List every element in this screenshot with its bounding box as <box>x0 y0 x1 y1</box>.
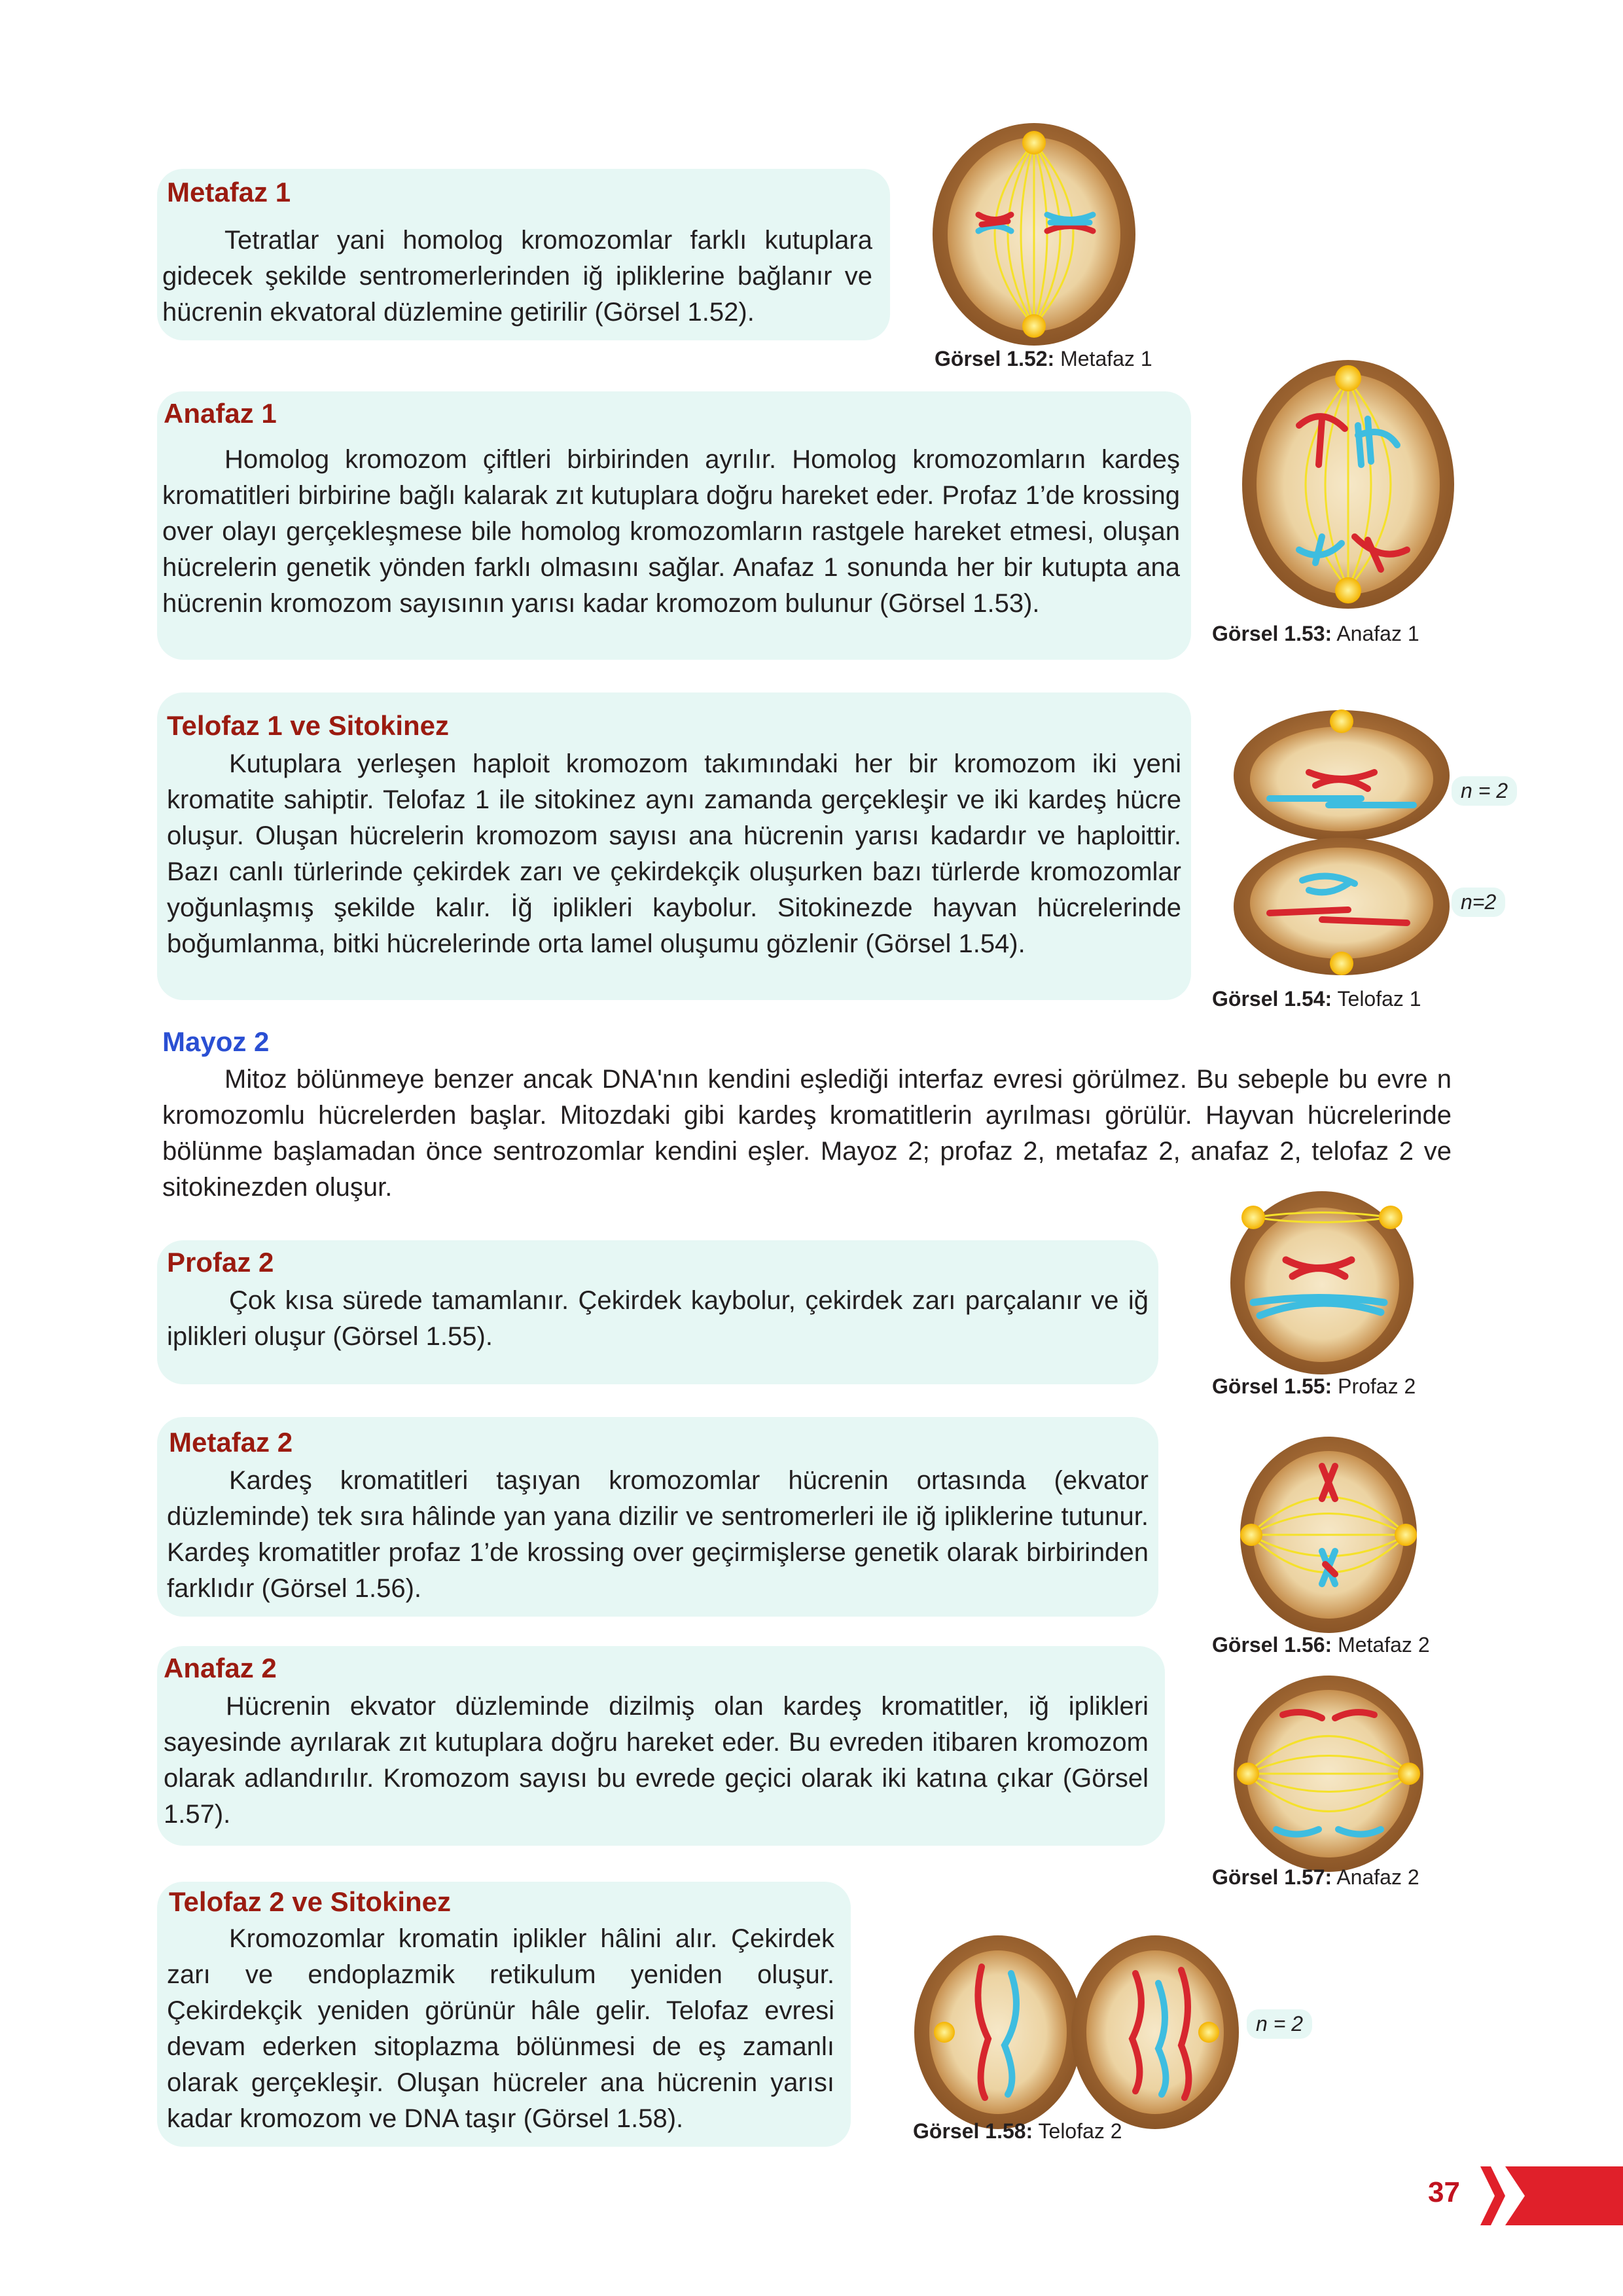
page-number: 37 <box>1428 2176 1460 2208</box>
mayoz2-text: Mitoz bölünmeye benzer ancak DNA'nın kendini eşlediği interfaz evresi görülmez. Bu sebeple bu evre n kromozomlu hücrelerden başlar. Mitozdaki gibi kardeş kromatitlerin ayrılması görülür. Hayvan hücrelerinde bölünme başlamadan önce sentrozomlar kendini eşler. Mayoz 2; profaz 2, metafaz 2, anafaz 2, telofaz 2 ve sitokinezden oluşur. <box>162 1065 1452 1202</box>
metafaz2-heading: Metafaz 2 <box>169 1427 293 1458</box>
profaz2-heading: Profaz 2 <box>167 1247 274 1278</box>
label-n-telofaz2: n = 2 <box>1247 2009 1312 2039</box>
caption-1-55: Görsel 1.55: Profaz 2 <box>1212 1374 1416 1398</box>
anafaz2-text: Hücrenin ekvator düzleminde dizilmiş olan kardeş kromatitler, iğ iplikleri sayesinde ayrılarak zıt kutuplara doğru hareket eder. Bu evreden itibaren kromozom olarak adlandırılır. Kromozom sayısı bu evrede geçici olarak iki katına çıkar (Görsel 1.57). <box>164 1692 1149 1829</box>
metafaz1-text: Tetratlar yani homolog kromozomlar farklı kutuplara gidecek şekilde sentromerlerinden iğ ipliklerine bağlanır ve hücrenin ekvatoral düzlemine getirilir (Görsel 1.52). <box>162 226 872 327</box>
anafaz1-heading: Anafaz 1 <box>164 398 277 429</box>
figure-telofaz1 <box>1230 707 1453 982</box>
figure-metafaz2 <box>1237 1433 1420 1636</box>
figure-anafaz1 <box>1237 353 1459 615</box>
label-n-bottom: n=2 <box>1452 888 1505 917</box>
telofaz2-text: Kromozomlar kromatin iplikler hâlini alır. Çekirdek zarı ve endoplazmik retikulum yeniden oluşur. Çekirdekçik yeniden görünür hâle gelir. Telofaz evresi devam ederken sitoplazma bölünmesi de eş zamanlı olarak gerçekleşir. Oluşan hücreler ana hücrenin yarısı kadar kromozom ve DNA taşır (Görsel 1.58). <box>167 1924 834 2133</box>
telofaz1-heading: Telofaz 1 ve Sitokinez <box>167 710 450 741</box>
label-n-top: n = 2 <box>1452 776 1517 806</box>
caption-1-53: Görsel 1.53: Anafaz 1 <box>1212 622 1419 645</box>
anafaz2-heading: Anafaz 2 <box>164 1653 277 1683</box>
metafaz2-text: Kardeş kromatitleri taşıyan kromozomlar hücrenin ortasında (ekvator düzleminde) tek sıra hâlinde yan yana dizilir ve sentromerleri ile iğ ipliklerine tutunur. Kardeş kromatitler profaz 1’de krossing over geçirmişlerse genetik olarak birbirinden farklıdır (Görsel 1.56). <box>167 1466 1149 1603</box>
anafaz1-text: Homolog kromozom çiftleri birbirinden ayrılır. Homolog kromozomların kardeş kromatitleri birbirine bağlı kalarak zıt kutuplara doğru hareket eder. Profaz 1’de krossing over olayı gerçekleşmese bile homolog kromozomların rastgele hareket etmesi, oluşan hücrelerin genetik yönden farklı olmasını sağlar. Anafaz 1 sonunda her bir kutupta ana hücrenin kromozom sayısının yarısı kadar kromozom bulunur (Görsel 1.53). <box>162 445 1180 618</box>
caption-1-58: Görsel 1.58: Telofaz 2 <box>913 2119 1122 2143</box>
page-tab <box>1479 2163 1623 2229</box>
caption-1-56: Görsel 1.56: Metafaz 2 <box>1212 1633 1430 1657</box>
telofaz2-heading: Telofaz 2 ve Sitokinez <box>169 1886 452 1917</box>
caption-1-57: Görsel 1.57: Anafaz 2 <box>1212 1865 1419 1889</box>
caption-1-52: Görsel 1.52: Metafaz 1 <box>935 347 1152 370</box>
figure-profaz2 <box>1227 1188 1417 1378</box>
figure-telofaz2 <box>913 1934 1240 2130</box>
mayoz2-heading: Mayoz 2 <box>162 1026 270 1057</box>
telofaz1-text: Kutuplara yerleşen haploit kromozom takımındaki her bir kromozom iki yeni kromatite sahiptir. Telofaz 1 ile sitokinez aynı zamanda gerçekleşir ve iki kardeş hücre oluşur. Oluşan hücrelerin kromozom sayısı ana hücrenin yarısı kadardır ve haploittir. Bazı canlı türlerinde çekirdek zarı ve çekirdekçik oluşurken bazı türlerde kromozomlar yoğunlaşmış şekilde kalır. İğ iplikleri kaybolur. Sitokinezde hayvan hücrelerinde boğumlanma, bitki hücrelerinde orta lamel oluşumu gözlenir (Görsel 1.54). <box>167 749 1181 958</box>
figure-metafaz1 <box>929 117 1139 352</box>
figure-anafaz2 <box>1230 1672 1427 1875</box>
caption-1-54: Görsel 1.54: Telofaz 1 <box>1212 987 1421 1011</box>
profaz2-text: Çok kısa sürede tamamlanır. Çekirdek kaybolur, çekirdek zarı parçalanır ve iğ iplikleri oluşur (Görsel 1.55). <box>167 1286 1149 1351</box>
metafaz1-heading: Metafaz 1 <box>167 177 291 207</box>
